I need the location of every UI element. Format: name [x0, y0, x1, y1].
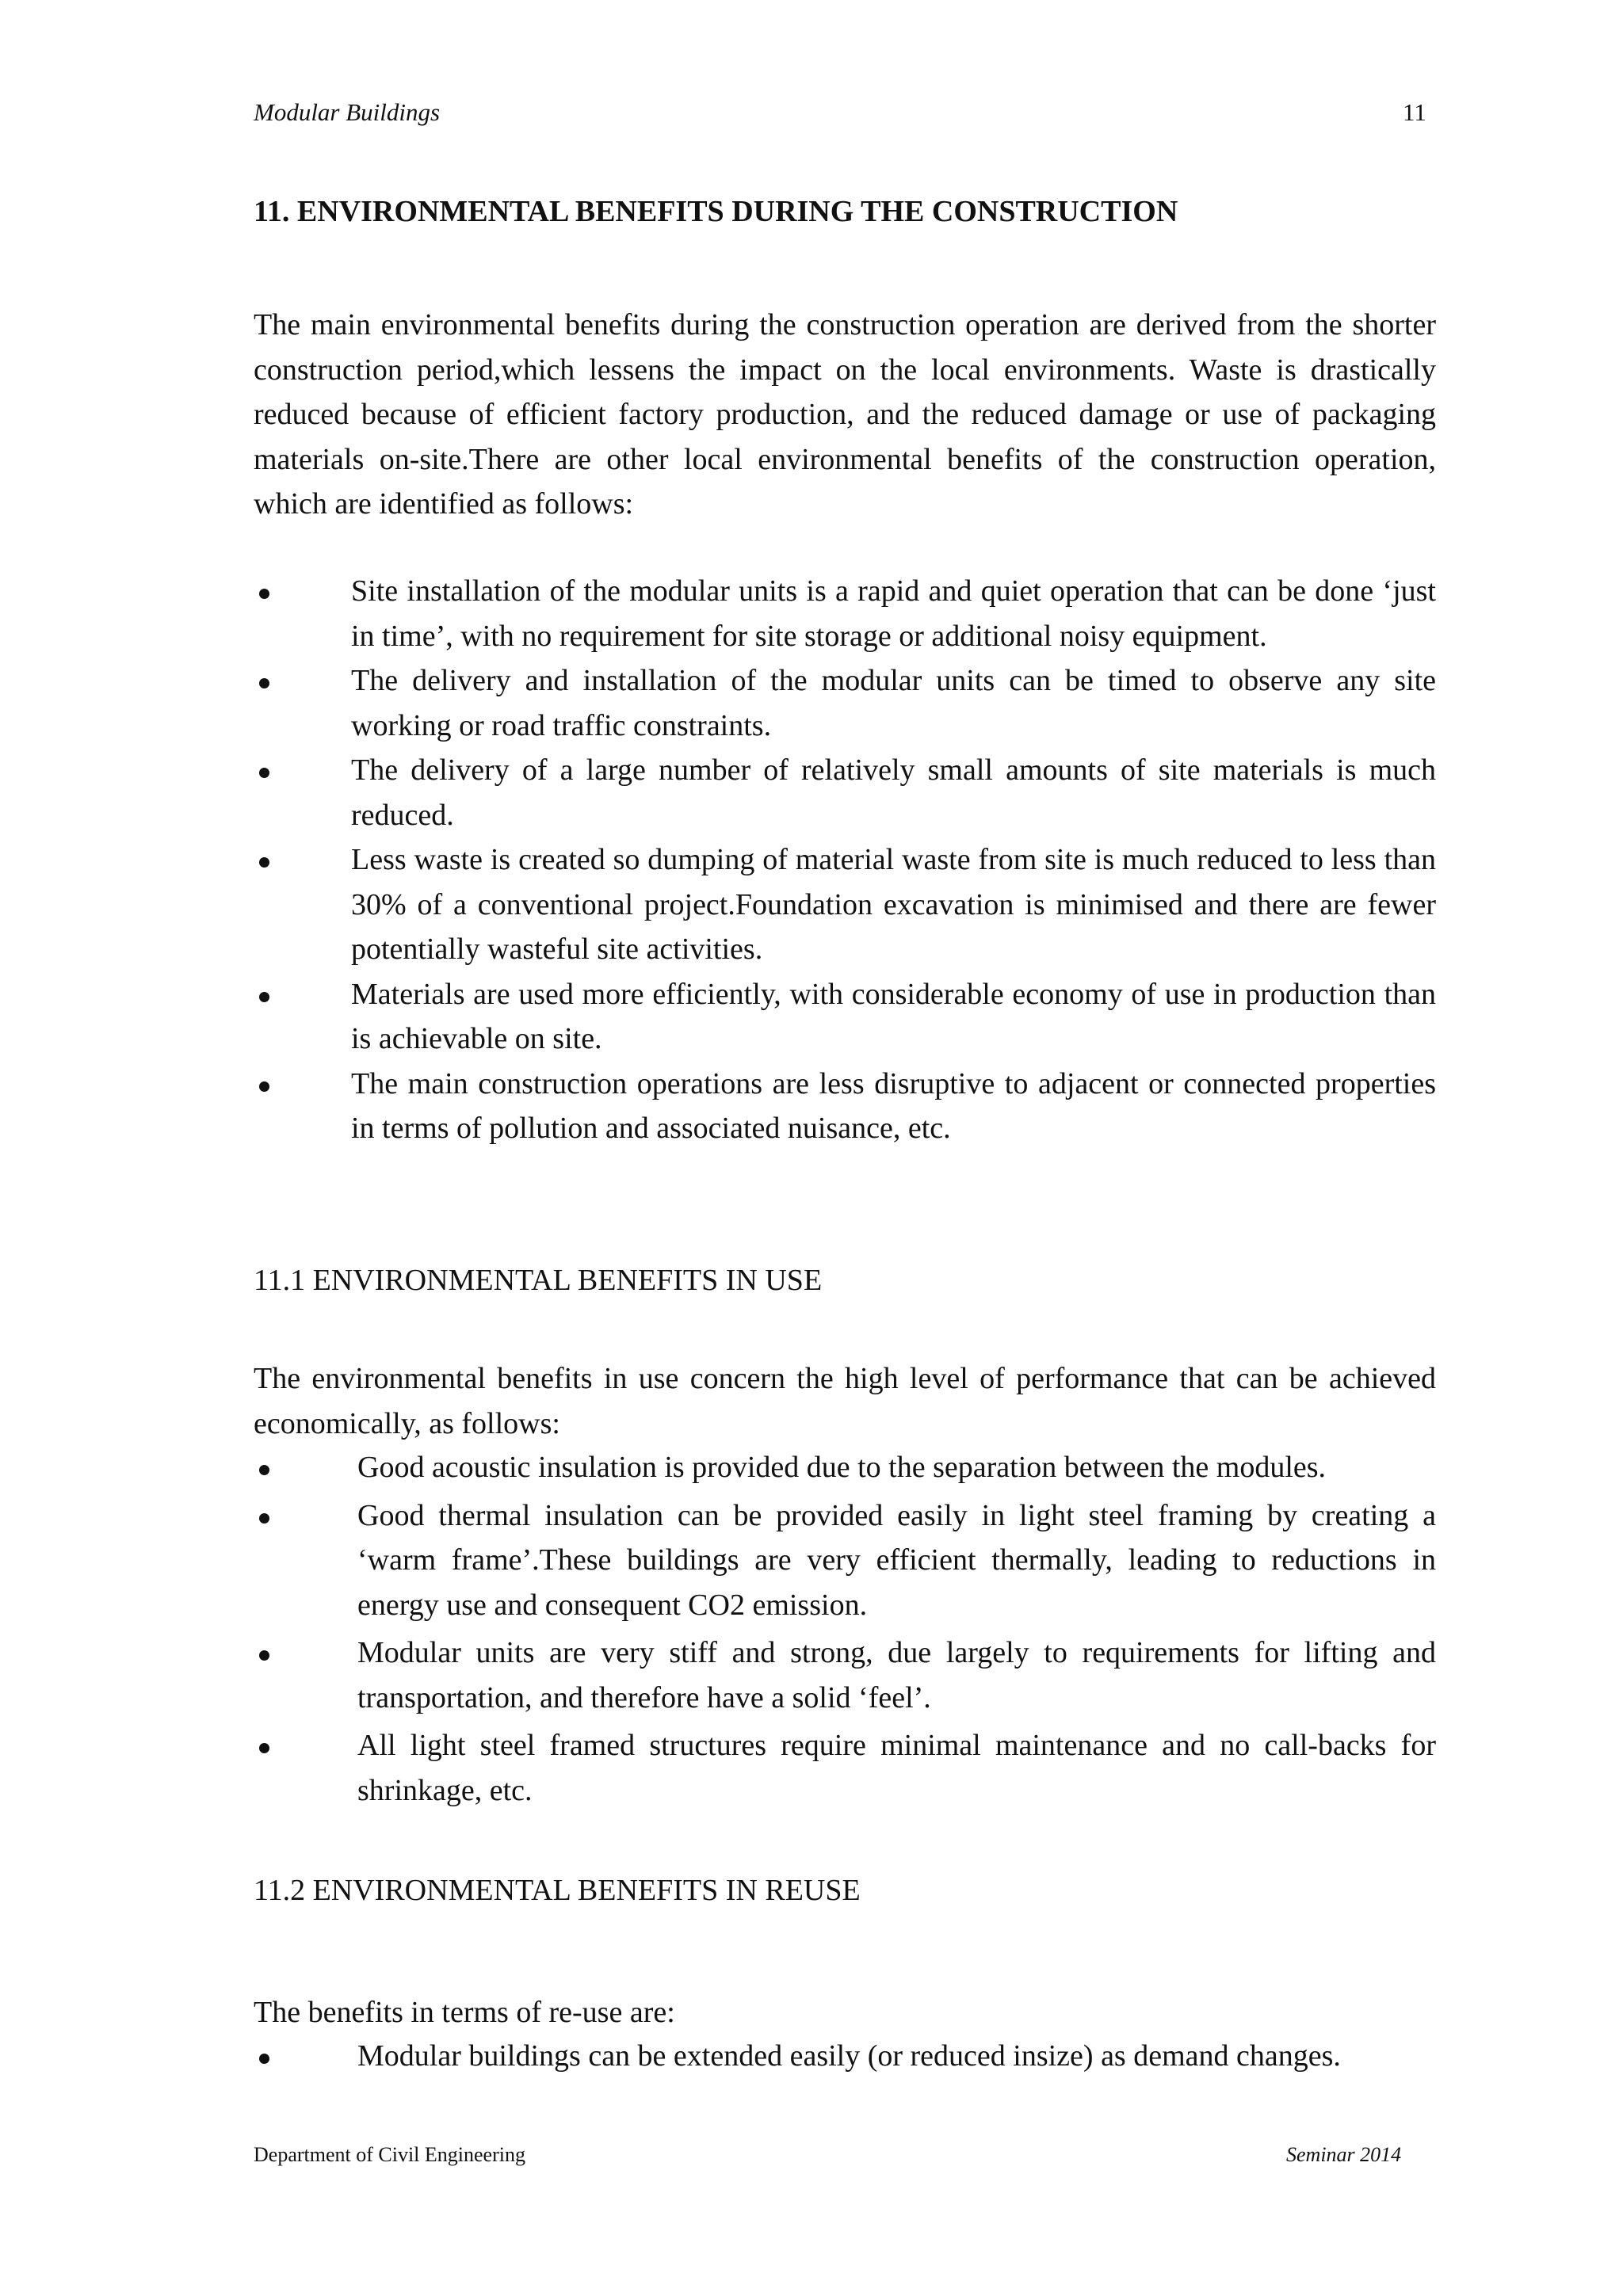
- list-item: The delivery and installation of the modular units can be timed to observe any site working or road traffic constraints.: [351, 658, 1436, 748]
- footer-department: Department of Civil Engineering: [254, 2143, 525, 2166]
- list-item: Site installation of the modular units is a rapid and quiet operation that can be done ‘just in time’, with no requirement for site storage or additional noisy equipment.: [351, 569, 1436, 658]
- bullet-icon: [259, 1650, 269, 1661]
- bullet-icon: [259, 1513, 269, 1524]
- list-item: The delivery of a large number of relatively small amounts of site materials is much reduced.: [351, 748, 1436, 837]
- list-item: Good thermal insulation can be provided easily in light steel framing by creating a ‘warm frame’.These buildings are very efficient thermally, leading to reductions in energy use and consequent CO2 emission.: [357, 1493, 1436, 1628]
- list-item: Modular units are very stiff and strong, due largely to requirements for lifting and transportation, and therefore have a solid ‘feel’.: [357, 1630, 1436, 1720]
- bullet-icon: [259, 768, 269, 778]
- section-heading-in-use: 11.1 ENVIRONMENTAL BENEFITS IN USE: [254, 1264, 823, 1297]
- bullet-icon: [259, 1743, 269, 1753]
- bullet-icon: [259, 857, 269, 868]
- bullet-icon: [259, 1081, 269, 1092]
- list-item: Modular buildings can be extended easily (or reduced insize) as demand changes.: [357, 2034, 1467, 2079]
- list-item: Good acoustic insulation is provided due to the separation between the modules.: [357, 1445, 1436, 1490]
- bullet-icon: [259, 589, 269, 599]
- section-heading-in-reuse: 11.2 ENVIRONMENTAL BENEFITS IN REUSE: [254, 1874, 861, 1907]
- list-item: All light steel framed structures require minimal maintenance and no call-backs for shrinkage, etc.: [357, 1723, 1436, 1813]
- bullet-icon: [259, 678, 269, 688]
- list-item: The main construction operations are less disruptive to adjacent or connected properties in terms of pollution and associated nuisance, etc.: [351, 1062, 1436, 1151]
- chapter-intro-paragraph: The main environmental benefits during the construction operation are derived from the shorter construction period,which lessens the impact on the local environments. Waste is drastically reduced because of efficient factory production, and the reduced damage or use of packaging materials on-site.There are other local environmental benefits of the construction operation, which are identified as follows:: [254, 308, 1436, 521]
- in-reuse-intro-paragraph: The benefits in terms of re-use are:: [254, 1996, 675, 2029]
- list-item: Materials are used more efficiently, with considerable economy of use in production than is achievable on site.: [351, 972, 1436, 1062]
- bullet-icon: [259, 1465, 269, 1475]
- chapter-heading: 11. ENVIRONMENTAL BENEFITS DURING THE CONSTRUCTION: [254, 195, 1178, 228]
- list-item: Less waste is created so dumping of material waste from site is much reduced to less than 30% of a conventional project.Foundation excavation is minimised and there are fewer potentially wasteful site activities.: [351, 837, 1436, 972]
- page-number: 11: [1403, 98, 1426, 126]
- bullet-icon: [259, 2054, 269, 2064]
- running-title: Modular Buildings: [254, 98, 441, 126]
- bullet-icon: [259, 992, 269, 1002]
- footer-seminar: Seminar 2014: [1286, 2143, 1402, 2166]
- in-use-intro-paragraph: The environmental benefits in use concern the high level of performance that can be achieved economically, as follows:: [254, 1362, 1436, 1440]
- in-reuse-benefits-list: [357, 2034, 1467, 2079]
- in-use-benefits-list: [357, 1445, 1436, 1816]
- construction-benefits-list: [351, 569, 1436, 1151]
